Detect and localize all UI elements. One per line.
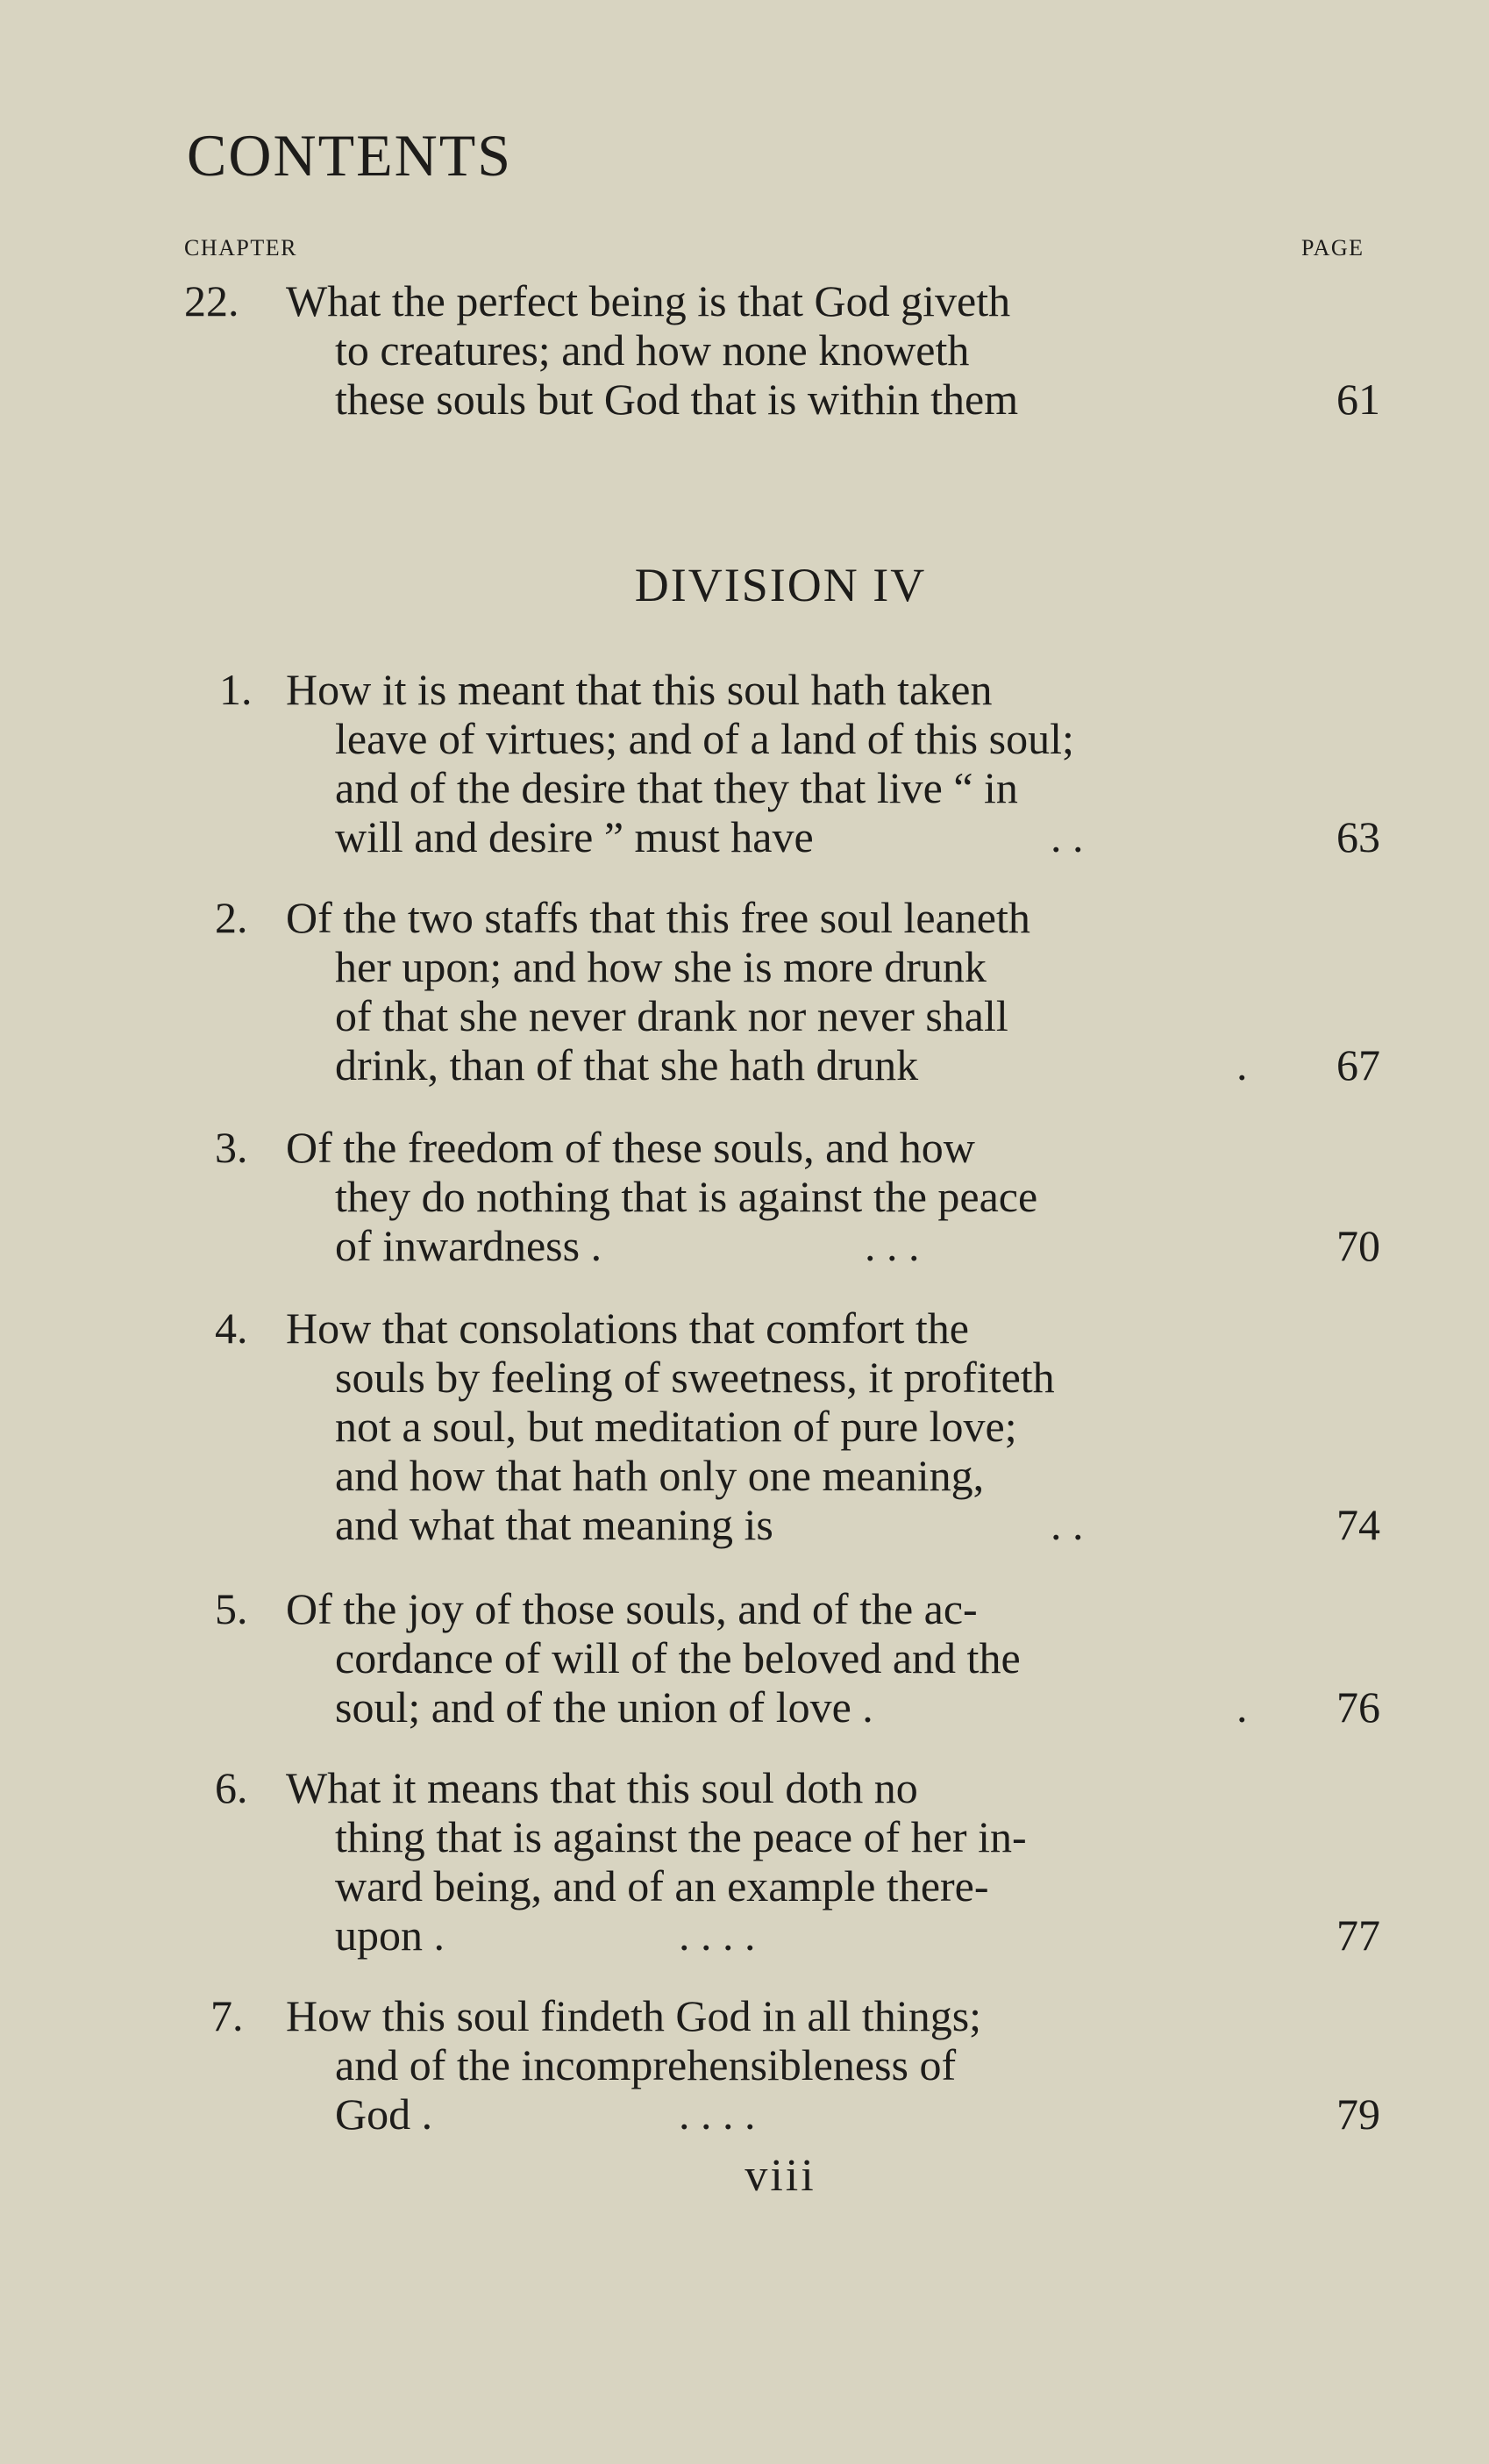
dot-leaders: . . . bbox=[865, 1221, 920, 1270]
title-line: of inwardness . bbox=[335, 1221, 602, 1270]
title-line: What the perfect being is that God giveth bbox=[286, 276, 1011, 325]
dot-leaders: . bbox=[1236, 1682, 1248, 1732]
division-heading: DIVISION IV bbox=[634, 559, 927, 611]
chapter-number: 2. bbox=[215, 893, 248, 942]
title-line: and of the desire that they that live “ in bbox=[335, 763, 1018, 812]
title-line: ward being, and of an example there- bbox=[335, 1861, 989, 1910]
running-head: CONTENTS bbox=[187, 122, 513, 189]
title-line: not a soul, but meditation of pure love; bbox=[335, 1402, 1017, 1451]
title-line: upon . bbox=[335, 1910, 445, 1960]
dot-leaders: . . bbox=[1051, 812, 1084, 861]
chapter-title bbox=[286, 1123, 1256, 1270]
title-line: Of the joy of those souls, and of the ac- bbox=[286, 1584, 978, 1633]
page-number: 74 bbox=[1336, 1500, 1380, 1549]
chapter-title bbox=[286, 1303, 1256, 1549]
title-line: What it means that this soul doth no bbox=[286, 1763, 918, 1812]
title-line: her upon; and how she is more drunk bbox=[335, 942, 987, 991]
chapter-number: 4. bbox=[215, 1303, 248, 1353]
title-line: soul; and of the union of love . bbox=[335, 1682, 873, 1732]
chapter-title bbox=[286, 1763, 1256, 1960]
dot-leaders: . . bbox=[1051, 1500, 1084, 1549]
chapter-title bbox=[286, 1991, 1256, 2139]
title-line: How it is meant that this soul hath taken bbox=[286, 665, 993, 714]
chapter-title bbox=[286, 276, 1256, 424]
title-line: to creatures; and how none knoweth bbox=[335, 325, 970, 375]
dot-leaders: . bbox=[1236, 1040, 1248, 1089]
page-column-label: PAGE bbox=[1301, 235, 1364, 261]
chapter-column-label: CHAPTER bbox=[184, 235, 297, 261]
dot-leaders: . . . . bbox=[679, 1910, 756, 1960]
title-line: Of the freedom of these souls, and how bbox=[286, 1123, 975, 1172]
title-line: God . bbox=[335, 2089, 433, 2139]
title-line: thing that is against the peace of her in- bbox=[335, 1812, 1027, 1861]
chapter-number: 22. bbox=[184, 276, 239, 325]
chapter-title bbox=[286, 1584, 1256, 1732]
title-line: Of the two staffs that this free soul leaneth bbox=[286, 893, 1030, 942]
title-line: these souls but God that is within them bbox=[335, 375, 1019, 424]
chapter-title bbox=[286, 665, 1256, 861]
title-line: of that she never drank nor never shall bbox=[335, 991, 1008, 1040]
chapter-number: 7. bbox=[210, 1991, 244, 2040]
dot-leaders: . . . . bbox=[679, 2089, 756, 2139]
title-line: drink, than of that she hath drunk bbox=[335, 1040, 919, 1089]
title-line: leave of virtues; and of a land of this soul; bbox=[335, 714, 1074, 763]
page-number: 63 bbox=[1336, 812, 1380, 861]
title-line: souls by feeling of sweetness, it profiteth bbox=[335, 1353, 1055, 1402]
title-line: How that consolations that comfort the bbox=[286, 1303, 970, 1353]
chapter-number: 6. bbox=[215, 1763, 248, 1812]
page-number: 76 bbox=[1336, 1682, 1380, 1732]
chapter-title bbox=[286, 893, 1256, 1089]
title-line: and of the incomprehensibleness of bbox=[335, 2040, 957, 2089]
title-line: they do nothing that is against the peace bbox=[335, 1172, 1038, 1221]
page-number: 70 bbox=[1336, 1221, 1380, 1270]
title-line: will and desire ” must have bbox=[335, 812, 814, 861]
page-folio: viii bbox=[744, 2151, 816, 2201]
title-line: cordance of will of the beloved and the bbox=[335, 1633, 1021, 1682]
chapter-number: 1. bbox=[219, 665, 253, 714]
title-line: How this soul findeth God in all things; bbox=[286, 1991, 982, 2040]
page-number: 79 bbox=[1336, 2089, 1380, 2139]
chapter-number: 3. bbox=[215, 1123, 248, 1172]
title-line: and what that meaning is bbox=[335, 1500, 773, 1549]
chapter-number: 5. bbox=[215, 1584, 248, 1633]
page-number: 61 bbox=[1336, 375, 1380, 424]
page-number: 77 bbox=[1336, 1910, 1380, 1960]
title-line: and how that hath only one meaning, bbox=[335, 1451, 985, 1500]
page-number: 67 bbox=[1336, 1040, 1380, 1089]
